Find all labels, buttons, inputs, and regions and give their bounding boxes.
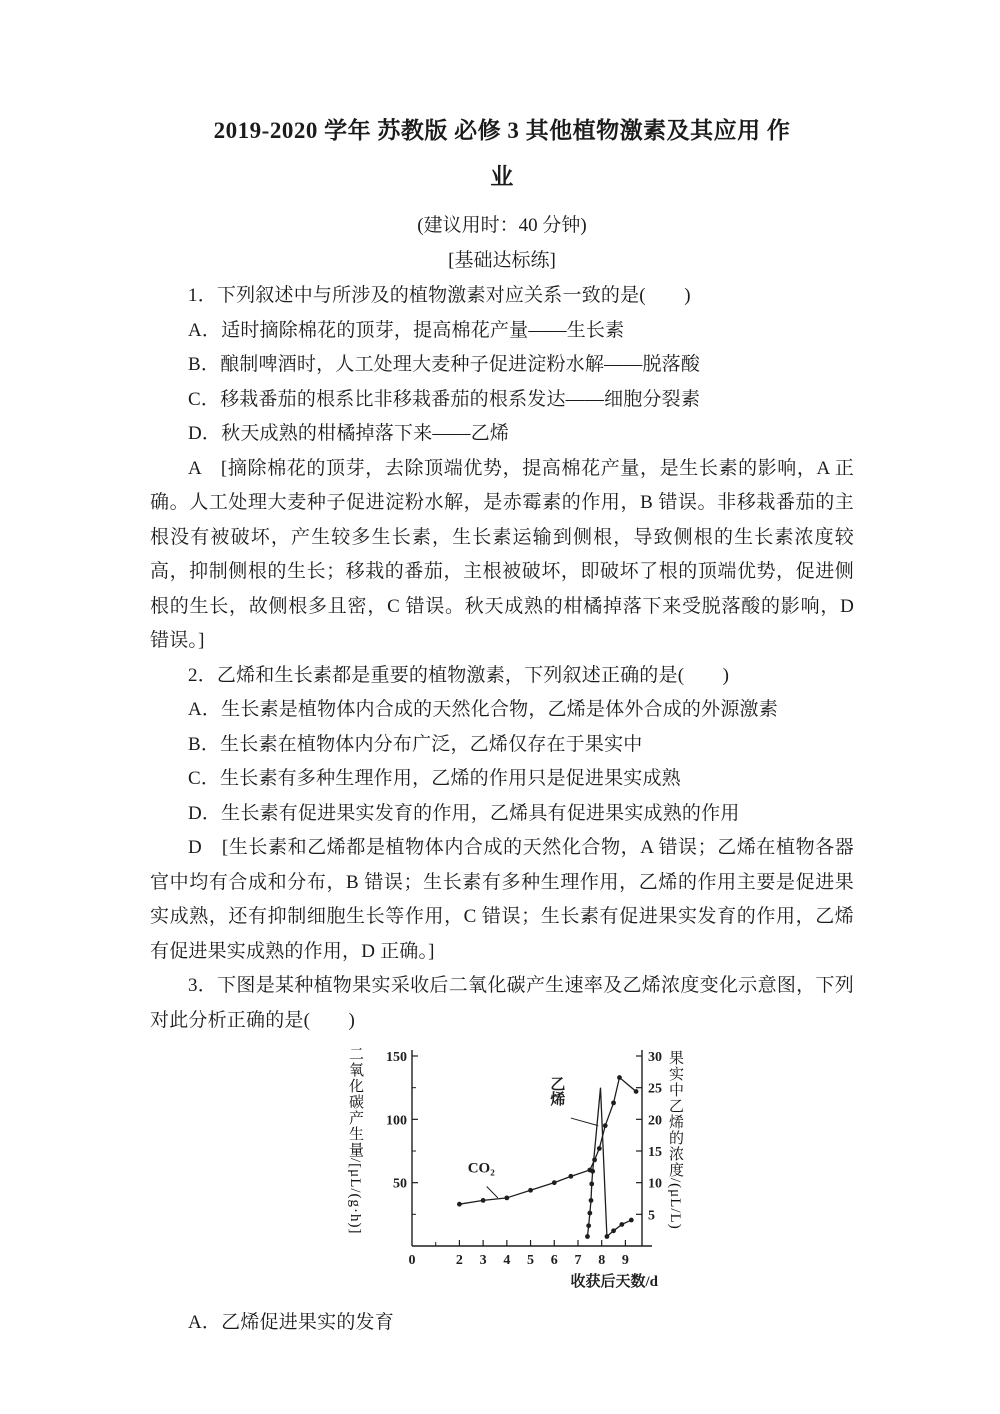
chart-canvas <box>364 1044 666 1296</box>
question-1-answer: A [摘除棉花的顶芽，去除顶端优势，提高棉花产量，是生长素的影响，A 正确。人工处理大麦种子促进淀粉水解，是赤霉素的作用，B 错误。非移栽番茄的主根没有被破坏，产生较多生长素，生长素运输到侧根，导致侧根的生长素浓度较高，抑制侧根的生长；移栽的番茄，主根被破坏，即破坏了根的顶端优势，促进侧根的生长，故侧根多且密，C 错误。秋天成熟的柑橘掉落下来受脱落酸的影响，D 错误。] <box>150 457 854 651</box>
series-co2 <box>457 1075 638 1206</box>
question-1-option-a: A．适时摘除棉花的顶芽，提高棉花产量——生长素 <box>188 319 625 341</box>
svg-text:乙烯: 乙烯 <box>550 1076 566 1109</box>
svg-text:50: 50 <box>393 1176 407 1192</box>
question-1-option-d: D．秋天成熟的柑橘掉落下来——乙烯 <box>188 423 510 444</box>
svg-text:15: 15 <box>648 1145 662 1160</box>
question-2-stem: 2．乙烯和生长素都是重要的植物激素，下列叙述正确的是( ) <box>188 664 730 686</box>
question-2-option-b: B．生长素在植物体内分布广泛，乙烯仅存在于果实中 <box>188 733 643 755</box>
svg-text:100: 100 <box>386 1113 407 1129</box>
question-2-option-a: A．生长素是植物体内合成的天然化合物，乙烯是体外合成的外源激素 <box>188 699 778 720</box>
x-axis-label <box>570 1272 658 1290</box>
chart-axes <box>386 1050 662 1268</box>
fruit-ripening-chart <box>346 1044 776 1296</box>
svg-text:CO₂: CO₂ <box>467 1160 495 1177</box>
question-1-option-b: B．酿制啤酒时，人工处理大麦种子促进淀粉水解——脱落酸 <box>188 354 701 375</box>
question-1-option-c: C．移栽番茄的根系比非移栽番茄的根系发达——细胞分裂素 <box>188 388 701 410</box>
svg-text:0: 0 <box>408 1253 416 1268</box>
svg-text:5: 5 <box>648 1208 655 1224</box>
svg-text:8: 8 <box>598 1253 606 1268</box>
question-2-option-d: D．生长素有促进果实发育的作用，乙烯具有促进果实成熟的作用 <box>188 802 740 824</box>
suggested-time: (建议用时：40 分钟) <box>417 215 587 236</box>
question-2-option-c: C．生长素有多种生理作用，乙烯的作用只是促进果实成熟 <box>188 768 681 789</box>
document-title <box>150 108 854 200</box>
svg-text:3: 3 <box>479 1253 487 1268</box>
question-2-answer: D [生长素和乙烯都是植物体内合成的天然化合物，A 错误；乙烯在植物各器官中均有合成和分布，B 错误；生长素有多种生理作用，乙烯的作用主要是促进果实成熟，还有抑制细胞生长等作用，C 错误；生长素有促进果实发育的作用，乙烯有促进果实成熟的作用，D 正确。] <box>150 837 854 962</box>
svg-text:9: 9 <box>621 1253 629 1268</box>
svg-text:4: 4 <box>503 1253 511 1268</box>
right-axis-label: 果实中乙烯的浓度/(μL/L) <box>667 1050 683 1230</box>
left-axis-label: 二氧化碳产生量/[μL/(g·h)] <box>347 1046 363 1235</box>
svg-text:7: 7 <box>574 1253 582 1268</box>
question-1-stem: 1．下列叙述中与所涉及的植物激素对应关系一致的是( ) <box>188 285 691 306</box>
title-line-2: 业 <box>490 164 514 189</box>
question-3-option-a: A．乙烯促进果实的发育 <box>188 1312 394 1333</box>
svg-text:30: 30 <box>648 1050 662 1065</box>
svg-text:2: 2 <box>455 1253 463 1268</box>
svg-text:5: 5 <box>527 1253 535 1268</box>
svg-text:25: 25 <box>648 1081 662 1097</box>
question-3-stem: 3．下图是某种植物果实采收后二氧化碳产生速率及乙烯浓度变化示意图，下列对此分析正确的是( ) <box>150 975 854 1031</box>
annotation-co2-label <box>468 1161 498 1198</box>
svg-text:10: 10 <box>648 1176 662 1192</box>
svg-text:6: 6 <box>550 1253 558 1268</box>
annotation-ethylene-label <box>549 1076 598 1126</box>
svg-text:20: 20 <box>648 1113 662 1129</box>
title-line-1: 2019-2020 学年 苏教版 必修 3 其他植物激素及其应用 作 <box>213 118 791 143</box>
section-heading: [基础达标练] <box>448 250 556 271</box>
svg-text:收获后天数/d: 收获后天数/d <box>570 1274 658 1290</box>
svg-text:150: 150 <box>386 1050 407 1065</box>
document-body <box>150 108 854 1341</box>
